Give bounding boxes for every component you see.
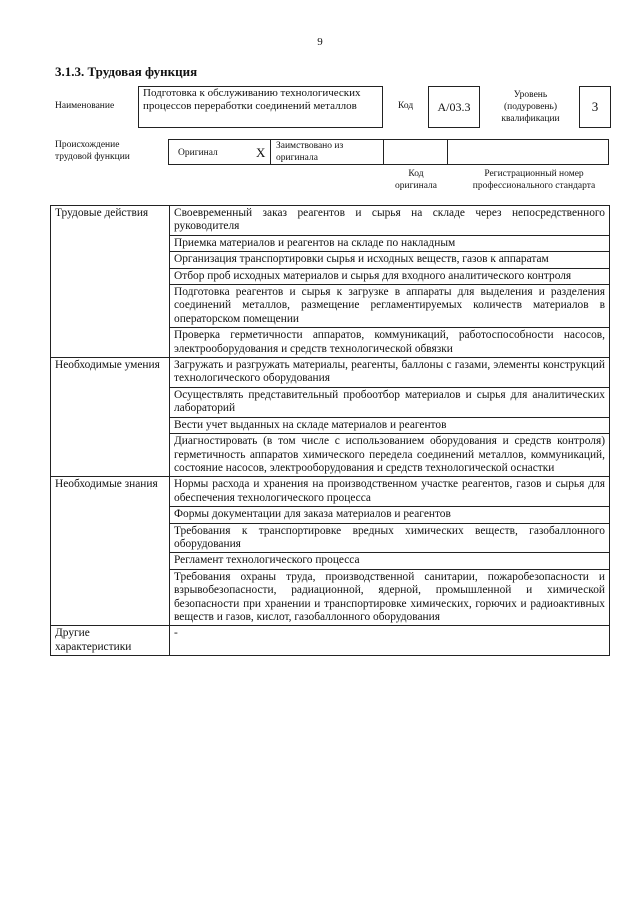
table-row <box>51 358 610 388</box>
page-number: 9 <box>317 36 323 48</box>
table-cell: Проверка герметичности аппаратов, коммуникаций, работоспособности насосов, электрооборудования и средств технологической обвязки <box>170 328 610 358</box>
table-row <box>51 477 610 507</box>
category-cell: Необходимые умения <box>51 358 170 477</box>
code-label: Код <box>398 101 414 111</box>
table-cell: Диагностировать (в том числе с использованием оборудования и средств контроля) герметичность аппаратов химического передела соединений металлов, коммуникаций, состояние насосов, электрооборудования и средств технологической оснастки <box>170 434 610 477</box>
level-box <box>579 86 611 128</box>
function-name-box <box>138 86 383 128</box>
borrowed-label: Заимствовано из оригинала <box>276 141 344 163</box>
reg-number-label: Регистрационный номер профессионального стандарта <box>472 169 596 191</box>
table-cell: Нормы расхода и хранения на производственном участке реагентов, газов и сырья для обеспечения технологического процесса <box>170 477 610 507</box>
table-cell: Приемка материалов и реагентов на складе по накладным <box>170 235 610 251</box>
section-title: 3.1.3. Трудовая функция <box>55 64 198 79</box>
table-cell: Формы документации для заказа материалов и реагентов <box>170 507 610 523</box>
table-cell: Требования охраны труда, производственной санитарии, пожаробезопасности и взрывобезопасности, радиационной, ядерной, промышленной и химической безопасности при хранении и транспортировке химических, горючих и радиоактивных веществ и газов, кислот, газобаллонного оборудования <box>170 569 610 626</box>
category-cell: Трудовые действия <box>51 206 170 358</box>
table-cell: Вести учет выданных на складе материалов и реагентов <box>170 417 610 433</box>
table-cell: Своевременный заказ реагентов и сырья на складе через непосредственного руководителя <box>170 206 610 236</box>
origin-divider <box>383 139 384 165</box>
function-table <box>50 205 610 656</box>
table-cell: Подготовка реагентов и сырья к загрузке в аппараты для выделения и разделения соединений металлов, размещение регламентируемых количеств материалов в операторском помещении <box>170 285 610 328</box>
origin-divider <box>447 139 448 165</box>
level-value: 3 <box>591 99 599 114</box>
table-row <box>51 626 610 656</box>
origin-row <box>168 139 609 165</box>
origin-label: Происхождение трудовой функции <box>55 140 130 162</box>
origin-divider <box>270 139 271 165</box>
category-cell: Необходимые знания <box>51 477 170 626</box>
original-mark: X <box>256 145 266 160</box>
code-box <box>428 86 480 128</box>
table-cell: Загружать и разгружать материалы, реагенты, баллоны с газами, элементы конструкций технологического оборудования <box>170 358 610 388</box>
table-cell: Осуществлять представительный пробоотбор материалов и сырья для аналитических лабораторий <box>170 387 610 417</box>
code-value: A/03.3 <box>437 99 471 114</box>
table-cell: Отбор проб исходных материалов и сырья для входного аналитического контроля <box>170 268 610 284</box>
level-label: Уровень (подуровень) квалификации <box>501 90 560 124</box>
original-label: Оригинал <box>178 148 218 158</box>
table-cell: Регламент технологического процесса <box>170 553 610 569</box>
table-row <box>51 206 610 236</box>
orig-code-label: Код оригинала <box>395 169 437 191</box>
function-name-value: Подготовка к обслуживанию технологических процессов переработки соединений металлов <box>143 87 361 112</box>
category-cell: Другие характеристики <box>51 626 170 656</box>
table-cell: Требования к транспортировке вредных химических веществ, газобаллонного оборудования <box>170 523 610 553</box>
table-cell: - <box>170 626 610 656</box>
table-cell: Организация транспортировки сырья и исходных веществ, газов к аппаратам <box>170 252 610 268</box>
name-label: Наименование <box>55 101 115 111</box>
